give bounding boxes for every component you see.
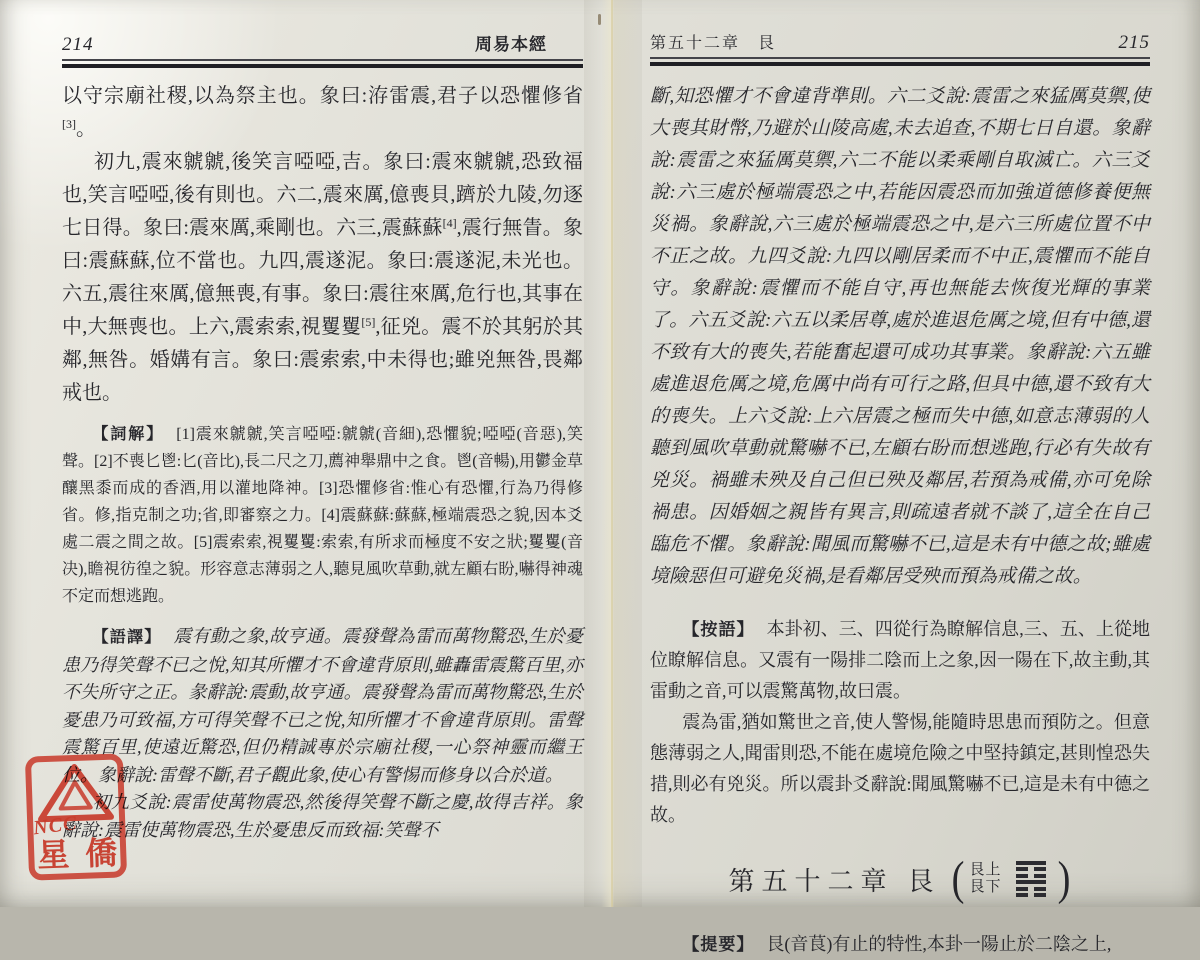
translation-paragraph [62, 623, 583, 789]
scripture-text: 。 [76, 118, 96, 140]
scripture-text: 以守宗廟社稷,以為祭主也。象曰:洊雷震,君子以恐懼修省 [62, 85, 583, 107]
rule-thin-line [650, 57, 1150, 59]
trigram-bottom-label: 艮下 [969, 879, 1002, 895]
left-page [62, 30, 583, 844]
stamp-char-xing: 星 [36, 836, 70, 874]
trigram-labels [970, 862, 1002, 896]
left-header-rule [62, 59, 583, 68]
gutter-speck [598, 14, 601, 25]
left-running-title: 周易本經 [475, 35, 547, 54]
summary-section [650, 929, 1150, 960]
translation-text: 斷,知恐懼才不會違背準則。六二爻說:震雷之來猛厲莫禦,使大喪其財幣,乃避於山陵高處,未去追查,不期七日自還。象辭說:震雷之來猛厲莫禦,六二不能以柔乘剛自取滅亡。六三爻說:六三處於極端震恐之中,若能因震恐而加強道德修養便無災禍。象辭說,六三處於極端震恐之中,是六三所處位置不中不正之故。九四爻說:九四以剛居柔而不中正,震懼而不能自守。象辭說:震懼而不能自守,再也無能去恢復光輝的事業了。六五爻說:六五以柔居尊,處於進退危厲之境,但有中德,還不致有大的喪失,若能奮起還可成功其事業。象辭說:六五雖處進退危厲之境,危厲中尚有可行之路,但具中德,還不致有大的喪失。上六爻說:上六居震之極而失中德,如意志薄弱的人聽到風吹草動就驚嚇不已,左顧右盼而想逃跑,行必有失故有兇災。禍雖未殃及自己但已殃及鄰居,若預為戒備,亦可免除禍患。因婚姻之親皆有異言,則疏遠者就不談了,這全在自己臨危不懼。象辭說:聞風而驚嚇不已,這是未有中德之故;雖處境險惡但可避免災禍,是看鄰居受殃而預為戒備之故。 [650, 86, 1150, 587]
left-page-number: 214 [62, 34, 94, 55]
footnote-ref-4: [4] [442, 216, 457, 230]
scripture-section [62, 80, 583, 410]
scripture-text: ,震行無眚。象曰:震蘇蘇,位不當也。九四,震遂泥。象曰:震遂泥,未光也。六五,震往來厲,億無喪,有事。象曰:震往來厲,危行也,其事在中,大無喪也。上六,震索索,視矍矍 [62, 217, 584, 338]
trigram-top-label: 艮上 [969, 862, 1002, 878]
right-running-title: 第五十二章 艮 [650, 35, 777, 52]
commentary-label: 【按語】 [682, 620, 755, 639]
translation-text: 初九爻說:震雷使萬物震恐,然後得笑聲不斷之慶,故得吉祥。象辭說:震雷使萬物震恐,生於憂患反而致福:笑聲不 [62, 792, 583, 840]
scripture-text: ,征兇。震不於其躬於其鄰,無咎。婚媾有言。象曰:震索索,中未得也;雖兇無咎,畏鄰戒也。 [62, 316, 584, 404]
translation-text: 震有動之象,故亨通。震發聲為雷而萬物驚恐,生於憂患乃得笑聲不已之悅,知其所懼才不會違背原則,雖轟雷震驚百里,亦不失所守之正。彖辭說:震動,故亨通。震發聲為雷而萬物驚恐,生於憂患乃可致福,方可得笑聲不已之悅,知所懼才不會違背原則。雷聲震驚百里,使遠近驚恐,但仍精誠專於宗廟社稷,一心祭神靈而繼王位。象辭說:雷聲不斷,君子觀此象,使心有警惕而修身以合於道。 [62, 626, 583, 785]
commentary-section [650, 614, 1150, 831]
rule-thick-line [650, 62, 1150, 66]
chapter-heading [650, 852, 1150, 905]
footnote-ref-5: [5] [361, 315, 376, 329]
footnote-ref-3: [3] [62, 117, 76, 131]
summary-text: 艮(音茛)有止的特性,本卦一陽止於二陰之上, [766, 934, 1112, 954]
book-gutter-shadow [584, 0, 642, 907]
translation-continuation-section [650, 81, 1150, 593]
scripture-paragraph [62, 146, 583, 410]
commentary-paragraph [650, 614, 1150, 707]
commentary-paragraph [650, 707, 1150, 831]
summary-paragraph [650, 929, 1150, 960]
left-page-header [62, 30, 583, 56]
stamp-ncc-text: NCC [32, 812, 79, 840]
translation-paragraph [650, 81, 1150, 593]
glossary-label: 【詞解】 [92, 426, 165, 443]
right-page-header [650, 30, 1150, 54]
translation-label: 【語譯】 [92, 629, 162, 646]
open-paren: ( [951, 852, 964, 905]
translation-paragraph [62, 789, 583, 844]
summary-label: 【提要】 [682, 935, 755, 954]
scripture-text: 初九,震來虩虩,後笑言啞啞,吉。象曰:震來虩虩,恐致福也,笑言啞啞,後有則也。六二,震來厲,億喪貝,躋於九陵,勿逐七日得。象曰:震來厲,乘剛也。六三,震蘇蘇 [62, 151, 583, 239]
glossary-section [62, 421, 583, 610]
rule-thin-line [62, 59, 583, 61]
glossary-text: [1]震來虩虩,笑言啞啞:虩虩(音細),恐懼貌;啞啞(音惡),笑聲。[2]不喪匕鬯:匕(音比),長二尺之刀,薦神舉鼎中之食。鬯(音暢),用鬱金草釀黑黍而成的香酒,用以灌地降神。[3]恐懼修省:惟心有恐懼,行為乃得修省。修,指克制之功;省,即審察之力。[4]震蘇蘇:蘇蘇,極端震恐之貌,因本爻處二震之間之故。[5]震索索,視矍矍:索索,有所求而極度不安之狀;矍矍(音决),瞻視彷徨之貌。形容意志薄弱之人,聽見風吹草動,就左顧右盼,嚇得神魂不定而想逃跑。 [62, 426, 583, 605]
commentary-text: 本卦初、三、四從行為瞭解信息,三、五、上從地位瞭解信息。又震有一陽排二陰而上之象,因一陽在下,故主動,其雷動之音,可以震驚萬物,故曰震。 [650, 619, 1151, 701]
right-page-number: 215 [1118, 32, 1150, 53]
translation-section [62, 623, 583, 844]
book-gutter-line [611, 0, 613, 907]
chapter-number: 第五十二章 [728, 866, 894, 896]
glossary-paragraph [62, 421, 583, 610]
rule-thick-line [62, 64, 583, 68]
right-header-rule [650, 57, 1150, 66]
hexagram-gen-icon [1016, 861, 1046, 898]
commentary-text: 震為雷,猶如驚世之音,使人警惕,能隨時思患而預防之。但意態薄弱之人,聞雷則恐,不能在處境危險之中堅持鎮定,甚則惶恐失措,則必有兇災。所以震卦爻辭說:聞風驚嚇不已,這是未有中德之故。 [650, 712, 1150, 825]
chapter-name: 艮 [907, 866, 934, 896]
scripture-paragraph [62, 80, 583, 146]
close-paren: ) [1057, 852, 1070, 905]
stamp-char-qiao: 僑 [84, 834, 118, 872]
right-page [650, 30, 1150, 960]
